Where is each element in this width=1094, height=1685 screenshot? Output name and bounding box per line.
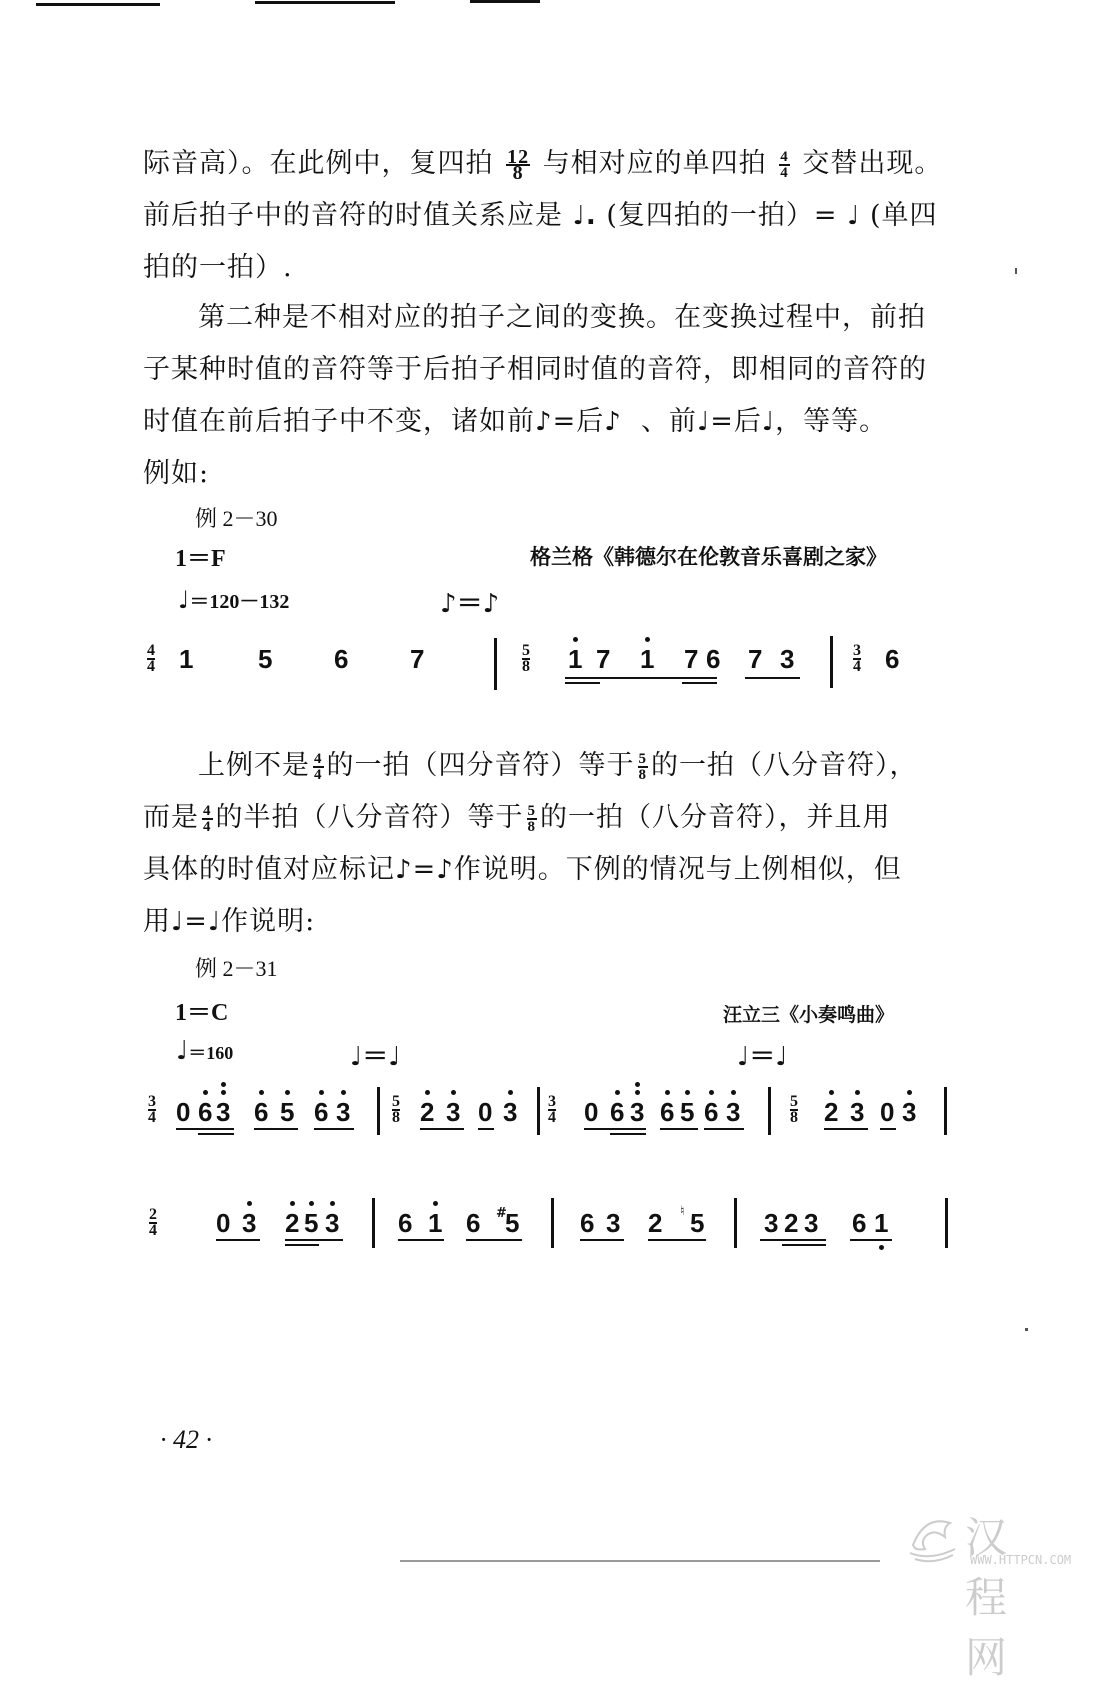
dotted-quarter-note-icon: ♩. — [572, 201, 597, 231]
time-signature-5-8 — [638, 752, 649, 782]
numerator: 5 — [522, 642, 530, 659]
note: 7 — [410, 644, 425, 674]
note-high: 3 — [503, 1099, 517, 1125]
note: 5 — [258, 644, 273, 674]
denominator: 4 — [203, 818, 212, 835]
underline — [565, 677, 717, 679]
denominator: 8 — [638, 766, 647, 783]
note-high: 2 — [285, 1210, 299, 1236]
text: 的半拍（八分音符）等于 — [215, 802, 524, 833]
quarter-note-icon: ♩ — [761, 407, 776, 437]
note: 6 — [334, 644, 349, 674]
denominator: 4 — [314, 766, 323, 783]
numerator: 4 — [780, 148, 789, 165]
sharp-icon: # — [496, 1206, 507, 1221]
tempo-marking — [176, 1036, 233, 1066]
note-high: 3 — [242, 1210, 256, 1236]
note-high: 3 — [726, 1099, 740, 1125]
numerator: 3 — [548, 1093, 556, 1110]
time-signature-4-4 — [202, 804, 213, 834]
note-high: 5 — [280, 1099, 294, 1125]
barline — [734, 1198, 737, 1248]
source-title: 格兰格《韩德尔在伦敦音乐喜剧之家》 — [530, 545, 887, 569]
scan-speck — [1015, 268, 1017, 274]
underline — [850, 1239, 892, 1241]
underline — [285, 1239, 343, 1241]
barline — [537, 1087, 540, 1135]
eighth-note-icon: ♪ — [395, 855, 413, 885]
underline — [478, 1128, 494, 1130]
paragraph-3 — [143, 740, 953, 948]
note: 7 — [596, 644, 611, 674]
text: =后 — [710, 406, 762, 437]
text: 交替出现。 — [802, 148, 943, 179]
note: 0 — [880, 1097, 895, 1127]
watermark-url: WWW.HTTPCN.COM — [970, 1553, 1072, 1567]
denominator: 8 — [790, 1109, 798, 1126]
text: = — [412, 854, 437, 885]
underline — [745, 677, 800, 679]
note: 6 — [852, 1208, 867, 1238]
note-high: 3 — [850, 1099, 864, 1125]
barline — [377, 1087, 380, 1135]
time-signature-5-8 — [527, 804, 538, 834]
top-rule — [470, 0, 540, 3]
underline — [704, 1128, 744, 1130]
note-high: 3 — [336, 1099, 350, 1125]
scan-speck — [1025, 1328, 1028, 1331]
numerator: 12 — [507, 145, 530, 168]
eighth-note-icon: ♪ — [535, 407, 553, 437]
natural-icon: ♮ — [680, 1204, 685, 1219]
note: 7 — [748, 644, 763, 674]
text: 用 — [143, 906, 171, 937]
note: 1 — [179, 644, 194, 674]
underline — [198, 1133, 234, 1135]
underline — [216, 1239, 260, 1241]
note: 7 — [684, 644, 699, 674]
numerator: 5 — [790, 1093, 798, 1110]
note-low: 1 — [874, 1210, 888, 1236]
time-signature — [522, 644, 530, 674]
quarter-note-icon: ♩ — [696, 407, 711, 437]
time-signature-4-4 — [779, 150, 790, 180]
example-label: 例 2－31 — [195, 956, 278, 981]
time-signature — [853, 644, 861, 674]
text-line — [143, 138, 953, 190]
text: 而是 — [143, 802, 199, 833]
note-high: 3 — [446, 1099, 460, 1125]
quarter-note-icon: ♩ — [847, 201, 861, 231]
note-high: 3 — [325, 1210, 339, 1236]
note-higher: 3 — [630, 1099, 644, 1125]
text: 上例不是 — [198, 750, 310, 781]
underline — [782, 1244, 826, 1246]
key-signature: 1＝C — [175, 1000, 229, 1026]
underline — [584, 1128, 646, 1130]
tempo-value: ＝160 — [188, 1043, 234, 1063]
time-signature — [548, 1095, 556, 1125]
score-row-example-2-31-1 — [0, 1085, 1094, 1145]
note-high: 5 — [680, 1099, 694, 1125]
underline — [565, 682, 600, 684]
text: 作说明。下例的情况与上例相似，但 — [453, 854, 902, 885]
note: 6 — [398, 1208, 413, 1238]
paragraph-1 — [143, 138, 953, 294]
underline — [466, 1239, 522, 1241]
denominator: 4 — [147, 658, 155, 675]
text: (复四拍的一拍）= — [606, 200, 838, 231]
barline — [945, 1198, 948, 1248]
note-high: 6 — [660, 1099, 674, 1125]
note: 2 — [648, 1208, 663, 1238]
note-high: 1 — [568, 646, 582, 672]
note-high: 2 — [824, 1099, 838, 1125]
text: 的一拍（八分音符）， — [651, 750, 918, 781]
denominator: 4 — [780, 164, 789, 181]
underline — [682, 682, 717, 684]
text-line: 例如: — [143, 458, 210, 489]
underline — [760, 1239, 826, 1241]
time-signature-12-8 — [506, 145, 530, 184]
barline — [372, 1198, 375, 1248]
text: 、前 — [640, 406, 697, 437]
text: = — [184, 906, 208, 937]
denominator: 4 — [149, 1222, 157, 1239]
time-signature — [392, 1095, 400, 1125]
note: 5 — [505, 1208, 520, 1238]
eighth-note-icon: ♪ — [436, 855, 454, 885]
note-equivalence: ♪＝♪ — [440, 589, 500, 619]
text-line — [143, 190, 953, 242]
note-high: 1 — [640, 646, 654, 672]
note: 3 — [606, 1208, 621, 1238]
quarter-note-icon: ♩ — [207, 907, 222, 937]
text: (单四 — [869, 200, 938, 231]
example-label: 例 2－30 — [195, 506, 278, 531]
note-high: 6 — [704, 1099, 718, 1125]
dolphin-logo-icon — [905, 1505, 965, 1565]
quarter-note-icon: ♩ — [178, 586, 190, 614]
numerator: 5 — [392, 1093, 400, 1110]
note-higher: 3 — [216, 1099, 230, 1125]
text: 作说明: — [221, 906, 316, 937]
barline — [494, 638, 497, 690]
tempo-value: ＝120－132 — [189, 591, 290, 613]
note: 6 — [885, 644, 900, 674]
note: 3 — [780, 644, 795, 674]
text: 时值在前后拍子中不变，诸如前 — [143, 406, 535, 437]
underline — [254, 1128, 298, 1130]
note: 6 — [466, 1208, 481, 1238]
note: 3 — [804, 1208, 819, 1238]
page-number: · 42 · — [160, 1425, 212, 1454]
scan-speck — [400, 1560, 880, 1562]
time-signature — [147, 644, 155, 674]
underline — [610, 1133, 646, 1135]
text: ，等等。 — [775, 406, 888, 437]
source-title: 汪立三《小奏鸣曲》 — [723, 1004, 895, 1026]
numerator: 5 — [638, 750, 647, 767]
underline — [398, 1239, 444, 1241]
text: 前后拍子中的音符的时值关系应是 — [143, 200, 563, 231]
eighth-note-icon: ♪ — [604, 407, 622, 437]
numerator: 2 — [149, 1206, 157, 1223]
numerator: 4 — [314, 750, 323, 767]
denominator: 8 — [522, 658, 530, 675]
text-line — [143, 844, 953, 896]
note-equivalence: ♩＝♩ — [350, 1042, 401, 1072]
text: 拍的一拍）. — [143, 252, 293, 283]
text: 的一拍（四分音符）等于 — [326, 750, 635, 781]
underline — [880, 1128, 896, 1130]
underline — [660, 1128, 698, 1130]
denominator: 4 — [148, 1109, 156, 1126]
note-high: 2 — [420, 1099, 434, 1125]
text: 与相对应的单四拍 — [542, 148, 767, 179]
time-signature — [148, 1095, 156, 1125]
note: 0 — [478, 1097, 493, 1127]
underline — [420, 1128, 464, 1130]
note: 6 — [706, 644, 721, 674]
paragraph-2 — [143, 292, 953, 500]
note: 6 — [580, 1208, 595, 1238]
note: 2 — [784, 1208, 799, 1238]
note: 0 — [176, 1097, 191, 1127]
note-high: 6 — [610, 1099, 624, 1125]
note: 0 — [216, 1208, 231, 1238]
note-high: 1 — [428, 1210, 442, 1236]
underline — [580, 1239, 624, 1241]
numerator: 3 — [148, 1093, 156, 1110]
note: 5 — [690, 1208, 705, 1238]
text-line — [143, 242, 953, 294]
barline — [768, 1087, 771, 1135]
underline — [648, 1239, 706, 1241]
key-signature: 1＝F — [175, 546, 226, 572]
numerator: 4 — [147, 642, 155, 659]
denominator: 8 — [392, 1109, 400, 1126]
top-rule — [36, 3, 160, 6]
top-rule — [255, 1, 395, 4]
time-signature — [790, 1095, 798, 1125]
note-high: 5 — [304, 1210, 318, 1236]
barline — [830, 636, 833, 688]
quarter-note-icon: ♩ — [171, 907, 185, 937]
time-signature — [149, 1208, 157, 1238]
barline — [551, 1198, 554, 1248]
text: =后 — [552, 406, 605, 437]
text-line — [143, 896, 953, 948]
denominator: 4 — [853, 658, 861, 675]
denominator: 8 — [527, 818, 536, 835]
text: 具体的时值对应标记 — [143, 854, 395, 885]
quarter-note-icon: ♩ — [176, 1036, 189, 1066]
note-high: 6 — [198, 1099, 212, 1125]
denominator: 8 — [512, 161, 524, 184]
text-line — [143, 792, 953, 844]
note: 3 — [764, 1208, 779, 1238]
numerator: 3 — [853, 642, 861, 659]
text: 的一拍（八分音符），并且用 — [540, 802, 891, 833]
barline — [944, 1087, 947, 1135]
note-high: 3 — [902, 1099, 916, 1125]
underline — [176, 1128, 234, 1130]
note-high: 6 — [314, 1099, 328, 1125]
score-row-example-2-30 — [0, 630, 1094, 690]
underline — [285, 1244, 319, 1246]
time-signature-4-4 — [313, 752, 324, 782]
note-equivalence: ♩＝♩ — [737, 1042, 788, 1072]
tempo-marking — [178, 585, 289, 614]
text-line — [143, 740, 953, 792]
denominator: 4 — [548, 1109, 556, 1126]
note-high: 6 — [254, 1099, 268, 1125]
text-line: 子某种时值的音符等于后拍子相同时值的音符，即相同的音符的 — [143, 354, 927, 385]
numerator: 4 — [203, 802, 212, 819]
score-row-example-2-31-2 — [0, 1198, 1094, 1258]
underline — [314, 1128, 354, 1130]
watermark-text: 汉程网 — [965, 1513, 1010, 1682]
note: 0 — [584, 1097, 599, 1127]
text-line: 第二种是不相对应的拍子之间的变换。在变换过程中，前拍 — [198, 302, 926, 333]
text: 际音高）。在此例中，复四拍 — [143, 148, 494, 179]
underline — [824, 1128, 868, 1130]
numerator: 5 — [527, 802, 536, 819]
text-line — [143, 396, 953, 448]
